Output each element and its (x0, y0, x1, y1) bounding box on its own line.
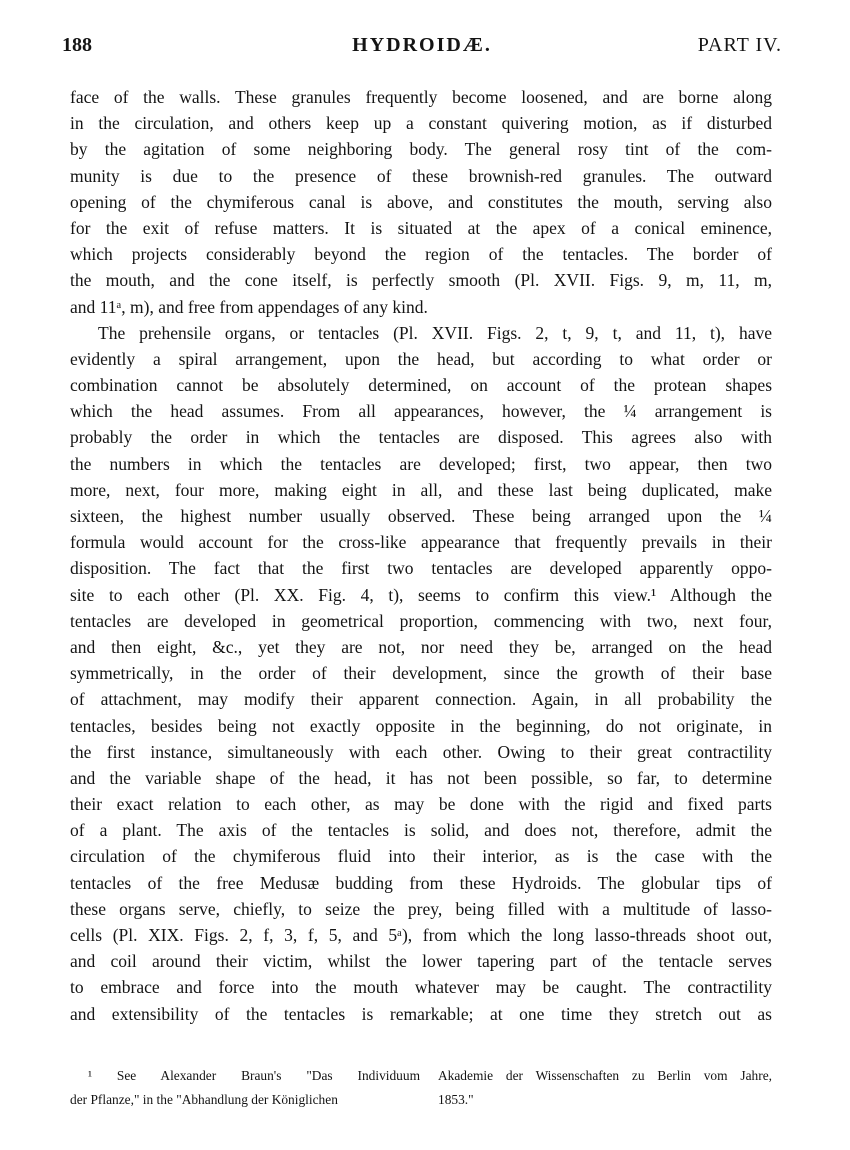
text-line: the numbers in which the tentacles are developed; first, two appear, then two (70, 453, 772, 474)
text-line: and 11ᵃ, m), and free from appendages of any kind. (70, 296, 428, 317)
text-line: to embrace and force into the mouth whatever may be caught. The contractility (70, 977, 772, 998)
text-line: sixteen, the highest number usually observed. These being arranged upon the ¼ (70, 506, 772, 526)
footnote-column-left (70, 1064, 420, 1112)
text-line: more, next, four more, making eight in all, and these last being duplicated, make (70, 479, 772, 500)
text-line: their exact relation to each other, as may be done with the rigid and fixed parts (70, 794, 772, 815)
text-line: tentacles of the free Medusæ budding from these Hydroids. The globular tips of (70, 872, 772, 893)
text-line: The prehensile organs, or tentacles (Pl. XVII. Figs. 2, t, 9, t, and 11, t), have (98, 322, 772, 343)
text-line: the first instance, simultaneously with each other. Owing to their great contractility (70, 741, 772, 762)
text-line: these organs serve, chiefly, to seize the prey, being filled with a multitude of lasso- (70, 898, 772, 919)
text-line: and then eight, &c., yet they are not, nor need they be, arranged on the head (70, 636, 772, 657)
footnote-column-right (438, 1064, 772, 1112)
text-line: probably the order in which the tentacles are disposed. This agrees also with (70, 427, 772, 448)
text-line: the mouth, and the cone itself, is perfectly smooth (Pl. XVII. Figs. 9, m, 11, m, (70, 270, 772, 291)
text-line: opening of the chymiferous canal is above, and constitutes the mouth, serving also (70, 191, 772, 212)
text-line: tentacles are developed in geometrical proportion, commencing with two, next four, (70, 610, 772, 631)
text-line: munity is due to the presence of these brownish-red granules. The outward (70, 165, 772, 186)
text-line: evidently a spiral arrangement, upon the head, but according to what order or (70, 348, 772, 369)
running-title: HYDROIDÆ. (352, 34, 492, 56)
footnote-line: Akademie der Wissenschaften zu Berlin vom Jahre, (438, 1068, 772, 1083)
text-line: and coil around their victim, whilst the lower tapering part of the tentacle serves (70, 951, 772, 972)
text-line: formula would account for the cross-like appearance that frequently prevails in their (70, 532, 772, 553)
text-line: and the variable shape of the head, it has not been possible, so far, to determine (70, 767, 772, 788)
text-line: site to each other (Pl. XX. Fig. 4, t), seems to confirm this view.¹ Although the (70, 584, 772, 605)
text-line: of attachment, may modify their apparent connection. Again, in all probability the (70, 689, 772, 710)
page-header (62, 34, 782, 64)
text-line: which projects considerably beyond the region of the tentacles. The border of (70, 244, 772, 265)
text-line: face of the walls. These granules frequently become loosened, and are borne along (70, 87, 772, 107)
footnote-line: 1853." (438, 1092, 474, 1107)
text-line: which the head assumes. From all appearances, however, the ¼ arrangement is (70, 401, 772, 422)
text-line: of a plant. The axis of the tentacles is solid, and does not, therefore, admit the (70, 820, 772, 841)
text-line: cells (Pl. XIX. Figs. 2, f, 3, f, 5, and 5ᵃ), from which the long lasso-threads shoot out, (70, 925, 772, 945)
footnote-line: der Pflanze," in the "Abhandlung der Königlichen (70, 1092, 338, 1107)
text-line: combination cannot be absolutely determined, on account of the protean shapes (70, 375, 772, 396)
text-line: for the exit of refuse matters. It is situated at the apex of a conical eminence, (70, 217, 772, 238)
page-number: 188 (62, 34, 92, 56)
body-text (70, 84, 772, 1027)
text-line: tentacles, besides being not exactly opposite in the beginning, do not originate, in (70, 715, 772, 736)
footnote-line: ¹ See Alexander Braun's "Das Individuum (88, 1068, 420, 1083)
text-line: by the agitation of some neighboring body. The general rosy tint of the com- (70, 139, 772, 160)
part-label: PART IV. (697, 34, 782, 56)
text-line: symmetrically, in the order of their development, since the growth of their base (70, 663, 772, 684)
text-line: and extensibility of the tentacles is remarkable; at one time they stretch out as (70, 1003, 772, 1024)
text-line: circulation of the chymiferous fluid into their interior, as is the case with the (70, 846, 772, 867)
text-line: disposition. The fact that the first two tentacles are developed apparently oppo- (70, 558, 772, 579)
text-line: in the circulation, and others keep up a constant quivering motion, as if disturbed (70, 113, 772, 134)
